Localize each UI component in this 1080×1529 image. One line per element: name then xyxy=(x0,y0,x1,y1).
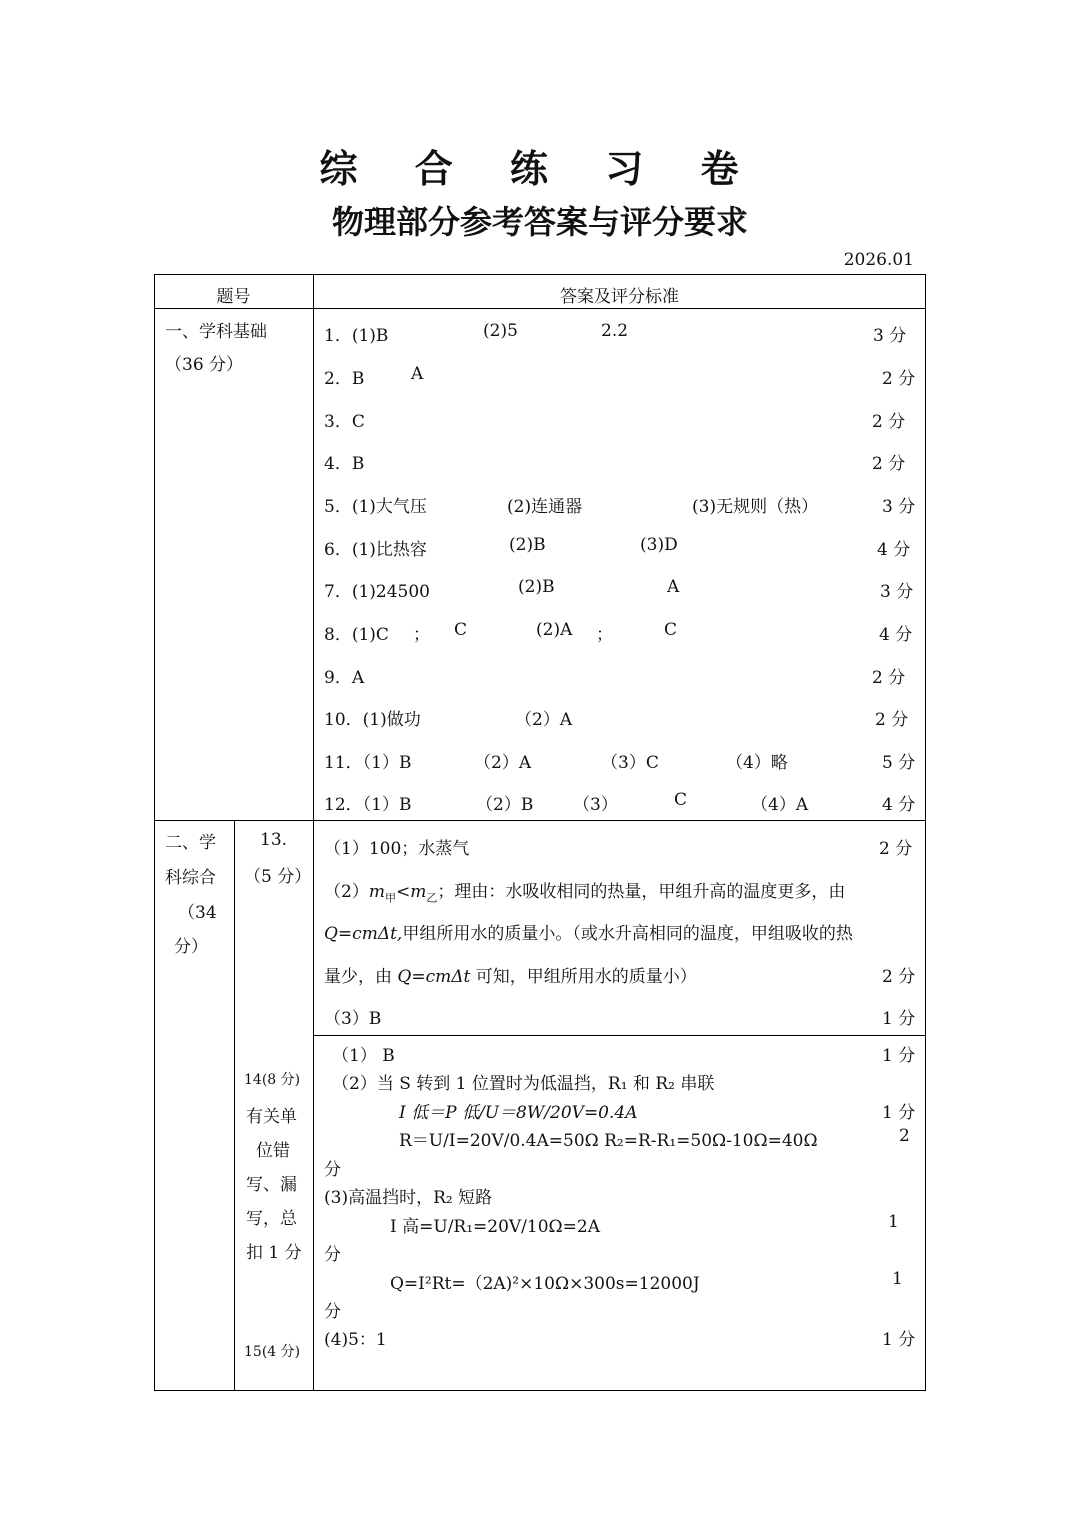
q12-part5: （4）A xyxy=(751,795,809,815)
q14-line3-score: 1 分 xyxy=(882,1103,916,1123)
q5-part3: (3)无规则（热） xyxy=(692,497,819,517)
q13-line1-score: 2 分 xyxy=(879,839,913,859)
q14-note-5: 扣 1 分 xyxy=(246,1243,302,1263)
sub-yi: 乙 xyxy=(426,891,438,905)
q6-part1: 6．(1)比热容 xyxy=(324,540,427,560)
q12-part3: （3） xyxy=(573,795,618,815)
q13-line4 xyxy=(324,962,697,987)
q9-score: 2 分 xyxy=(872,668,906,688)
q13-points: （5 分） xyxy=(244,867,312,887)
q12-part2: （2）B xyxy=(476,795,534,815)
q1-part3: 2.2 xyxy=(601,321,629,341)
q4-part1: 4．B xyxy=(324,454,365,474)
q6-part3: (3)D xyxy=(640,535,678,555)
q7-score: 3 分 xyxy=(880,582,914,602)
sub-jia: 甲 xyxy=(384,891,396,905)
q6-part2: (2)B xyxy=(509,535,546,555)
q13-line2-prefix: （2） xyxy=(324,882,369,902)
q13-divider xyxy=(313,1035,926,1036)
q14-line4-score-a: 2 xyxy=(899,1126,910,1146)
q11-part4: （4）略 xyxy=(726,753,788,773)
q12-part1: 12．（1）B xyxy=(324,795,412,815)
q14-line6: I 高=U/R₁=20V/10Ω=2A xyxy=(390,1217,600,1237)
q12-part4: C xyxy=(674,790,688,810)
q8-part3: C xyxy=(454,620,468,640)
header-col2: 答案及评分标准 xyxy=(560,287,679,307)
q5-part1: 5．(1)大气压 xyxy=(324,497,427,517)
section2-label-2: 科综合 xyxy=(165,868,216,888)
q13-line5: （3）B xyxy=(324,1009,382,1029)
q4-score: 2 分 xyxy=(872,454,906,474)
q11-score: 5 分 xyxy=(882,753,916,773)
q11-part2: （2）A xyxy=(474,753,532,773)
q10-score: 2 分 xyxy=(875,710,909,730)
q14-line1: （1） B xyxy=(332,1046,395,1066)
q13-line1: （1）100；水蒸气 xyxy=(324,839,470,859)
q1-part1: 1．(1)B xyxy=(324,326,389,346)
header-divider xyxy=(154,308,926,309)
section1-points: （36 分） xyxy=(165,355,244,375)
q7-part3: A xyxy=(667,577,680,597)
q8-part2: ； xyxy=(413,625,430,645)
q13-line2 xyxy=(324,877,845,905)
q14-line1-score: 1 分 xyxy=(882,1046,916,1066)
q14-line6-score-b: 分 xyxy=(324,1245,341,1265)
q13-line3-text: 甲组所用水的质量小。（或水升高相同的温度，甲组吸收的热 xyxy=(402,924,853,944)
q3-part1: 3．C xyxy=(324,412,365,432)
date: 2026.01 xyxy=(843,250,914,270)
q8-score: 4 分 xyxy=(879,625,913,645)
q14-number: 14(8 分) xyxy=(244,1072,301,1088)
formula-2: Q=cmΔt xyxy=(397,967,471,987)
section1-label: 一、学科基础 xyxy=(165,322,267,342)
q1-score: 3 分 xyxy=(873,326,907,346)
q8-part6: C xyxy=(664,620,678,640)
q3-score: 2 分 xyxy=(872,412,906,432)
q14-line7-score-a: 1 xyxy=(892,1269,903,1289)
q11-part3: （3）C xyxy=(601,753,659,773)
q8-part4: (2)A xyxy=(536,620,573,640)
q8-part1: 8．(1)C xyxy=(324,625,389,645)
q12-score: 4 分 xyxy=(882,795,916,815)
q8-part5: ； xyxy=(596,625,613,645)
q13-line4-score: 2 分 xyxy=(882,967,916,987)
q9-part1: 9．A xyxy=(324,668,365,688)
q2-part2: A xyxy=(411,364,424,384)
col-divider-sub xyxy=(234,820,235,1391)
q13-line4-b: 可知，甲组所用水的质量小） xyxy=(470,967,697,987)
q15-number: 15(4 分) xyxy=(244,1344,301,1360)
q2-part1: 2．B xyxy=(324,369,365,389)
less-than: < xyxy=(395,882,411,902)
q13-line4-a: 量少，由 xyxy=(324,967,398,987)
q14-line3: I 低＝P 低/U＝8W/20V=0.4A xyxy=(399,1103,638,1123)
section2-label-4: 分） xyxy=(174,937,208,957)
q13-number: 13. xyxy=(260,830,288,850)
q10-part2: （2）A xyxy=(515,710,573,730)
q13-line3 xyxy=(324,919,853,944)
q14-note-1: 有关单 xyxy=(246,1107,297,1127)
q14-line4: R＝U/I=20V/0.4A=50Ω R₂=R-R₁=50Ω-10Ω=40Ω xyxy=(399,1131,818,1151)
q5-score: 3 分 xyxy=(882,497,916,517)
q14-note-4: 写，总 xyxy=(246,1209,297,1229)
q13-line2-reason: ；理由：水吸收相同的热量，甲组升高的温度更多，由 xyxy=(437,882,846,902)
header-col1: 题号 xyxy=(216,287,251,307)
q6-score: 4 分 xyxy=(877,540,911,560)
q10-part1: 10．(1)做功 xyxy=(324,710,421,730)
q11-part1: 11．（1）B xyxy=(324,753,412,773)
q7-part2: (2)B xyxy=(518,577,555,597)
q14-line7-score-b: 分 xyxy=(324,1302,341,1322)
q14-note-2: 位错 xyxy=(256,1141,290,1161)
page-subtitle: 物理部分参考答案与评分要求 xyxy=(331,203,748,241)
q14-line7: Q=I²Rt=（2A)²×10Ω×300s=12000J xyxy=(390,1274,700,1294)
formula-1: Q=cmΔt, xyxy=(324,924,403,944)
q1-part2: (2)5 xyxy=(483,321,518,341)
section2-label-1: 二、学 xyxy=(165,833,216,853)
col-divider-1 xyxy=(313,274,314,1391)
page-title: 综 合 练 习 卷 xyxy=(319,146,761,191)
q2-score: 2 分 xyxy=(882,369,916,389)
q5-part2: (2)连通器 xyxy=(507,497,583,517)
q14-line8-score: 1 分 xyxy=(882,1330,916,1350)
q14-line8: (4)5：1 xyxy=(324,1330,387,1350)
q13-line5-score: 1 分 xyxy=(882,1009,916,1029)
section2-label-3: （34 xyxy=(178,903,217,923)
q7-part1: 7．(1)24500 xyxy=(324,582,430,602)
q14-line4-score-b: 分 xyxy=(324,1160,341,1180)
mass-symbol-1: m xyxy=(368,882,385,902)
q14-line6-score-a: 1 xyxy=(888,1212,899,1232)
q14-note-3: 写、漏 xyxy=(246,1175,297,1195)
mass-symbol-2: m xyxy=(410,882,427,902)
section-divider xyxy=(154,820,926,821)
q14-line2: （2）当 S 转到 1 位置时为低温挡，R₁ 和 R₂ 串联 xyxy=(332,1074,715,1094)
q14-line5: (3)高温挡时，R₂ 短路 xyxy=(324,1188,493,1208)
